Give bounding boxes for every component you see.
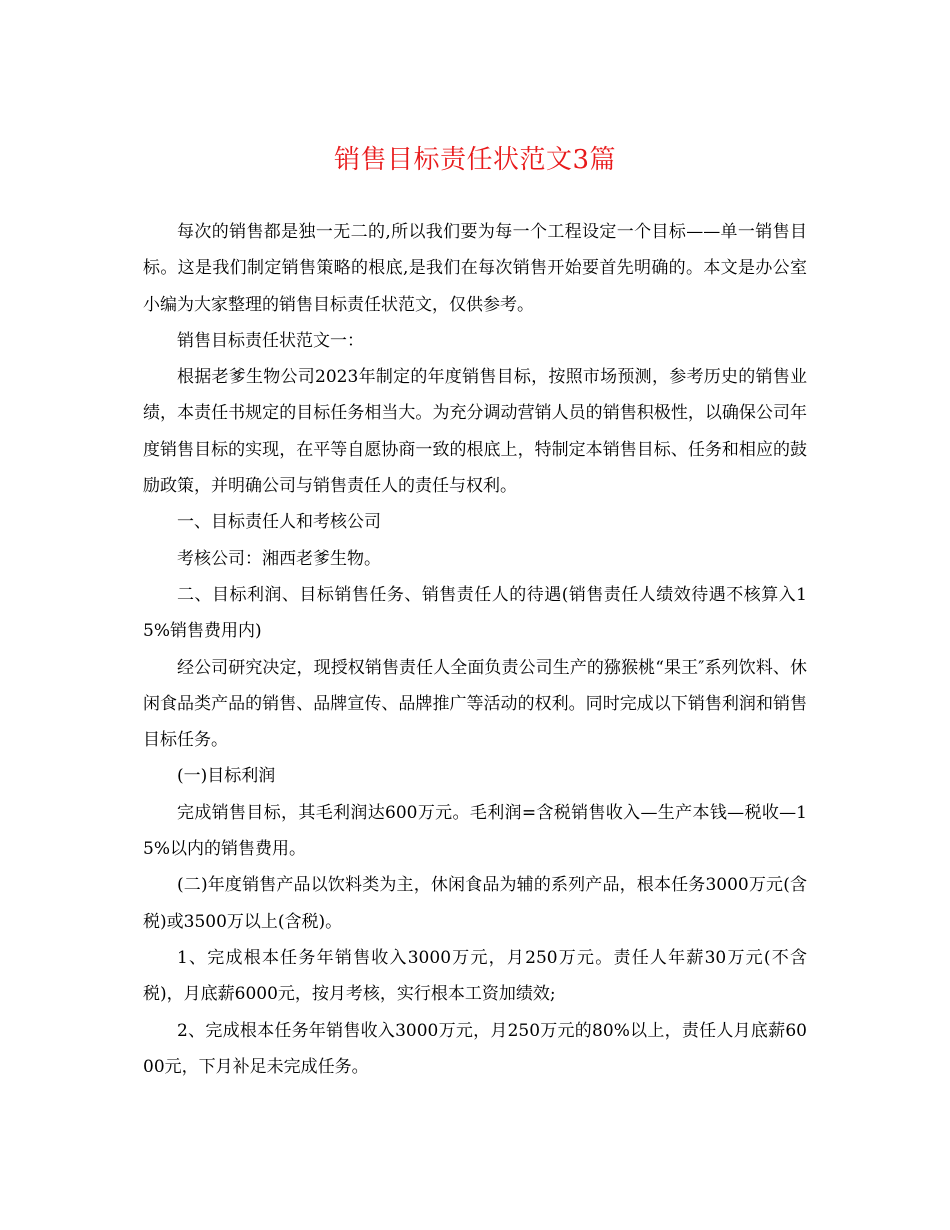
paragraph-assessment-company: 考核公司：湘西老爹生物。 <box>177 548 381 569</box>
document-title: 销售目标责任状范文3篇 <box>333 145 617 175</box>
paragraph-section-two-heading: 二、目标利润、目标销售任务、销售责任人的待遇(销售责任人绩效待遇不核算入15%销售费用内) <box>143 584 807 642</box>
paragraph-section-one-heading: 一、目标责任人和考核公司 <box>177 512 381 533</box>
paragraph-authorization: 经公司研究决定，现授权销售责任人全面负责公司生产的猕猴桃“果王″系列饮料、休闲食品类产品的销售、品牌宣传、品牌推广等活动的权利。同时完成以下销售利润和销售目标任务。 <box>143 657 807 751</box>
paragraph-item-two: 2、完成根本任务年销售收入3000万元，月250万元的80%以上，责任人月底薪6000元，下月补足未完成任务。 <box>143 1020 807 1077</box>
paragraph-annual-products: (二)年度销售产品以饮料类为主，休闲食品为辅的系列产品，根本任务3000万元(含税)或3500万以上(含税)。 <box>143 875 807 932</box>
paragraph-target-profit: 完成销售目标，其毛利润达600万元。毛利润=含税销售收入—生产本钱—税收—15%以内的销售费用。 <box>143 802 807 860</box>
paragraph-sample-one-heading: 销售目标责任状范文一： <box>177 330 364 351</box>
paragraph-intro: 每次的销售都是独一无二的,所以我们要为每一个工程设定一个目标——单一销售目标。这是我们制定销售策略的根底,是我们在每次销售开始要首先明确的。本文是办公室小编为大家整理的销售目标责任状范文，仅供参考。 <box>143 222 807 315</box>
document-body <box>143 214 807 1085</box>
paragraph-background: 根据老爹生物公司2023年制定的年度销售目标，按照市场预测，参考历史的销售业绩，本责任书规定的目标任务相当大。为充分调动营销人员的销售积极性，以确保公司年度销售目标的实现，在平等自愿协商一致的根底上，特制定本销售目标、任务和相应的鼓励政策，并明确公司与销售责任人的责任与权利。 <box>143 367 807 497</box>
paragraph-item-one: 1、完成根本任务年销售收入3000万元，月250万元。责任人年薪30万元(不含税)，月底薪6000元，按月考核，实行根本工资加绩效; <box>143 947 807 1005</box>
paragraph-target-profit-heading: (一)目标利润 <box>177 766 276 787</box>
